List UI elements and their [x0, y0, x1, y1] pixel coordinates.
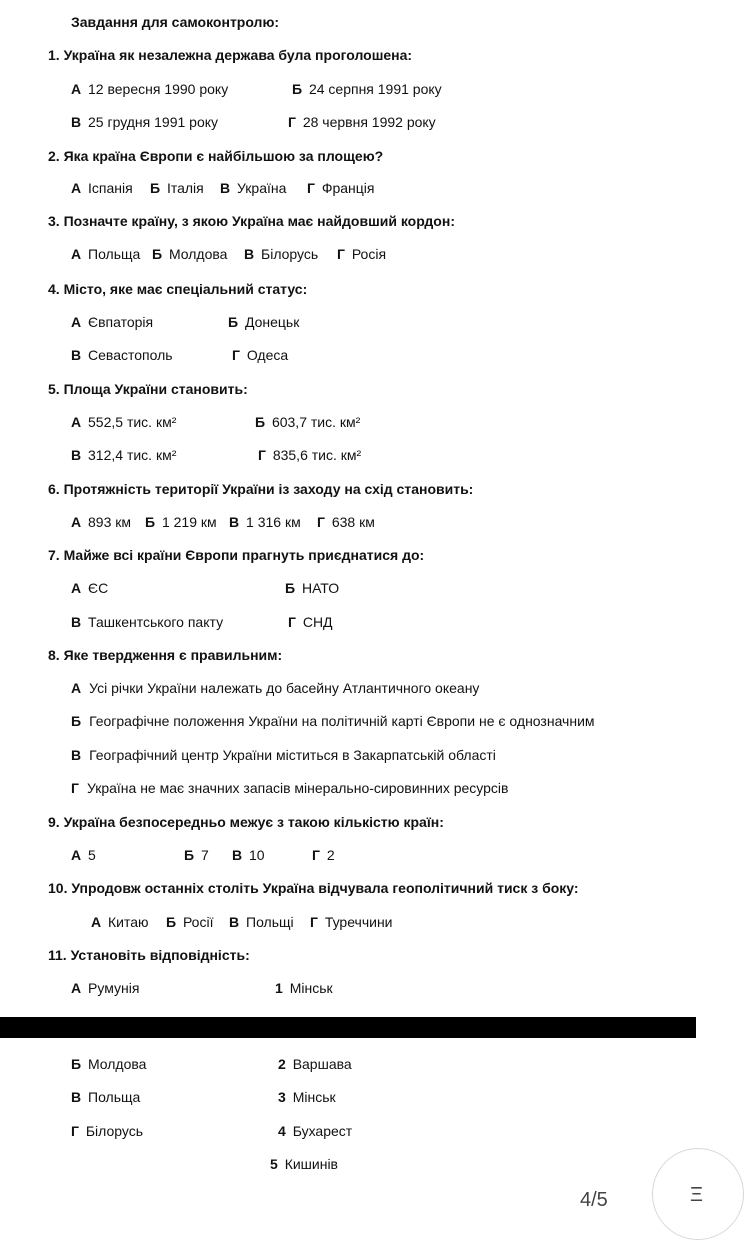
q1-option-b[interactable]: Б 24 серпня 1991 року: [292, 81, 442, 97]
q5-option-b[interactable]: Б 603,7 тис. км²: [255, 414, 361, 430]
q4-option-d[interactable]: Г Одеса: [232, 347, 289, 363]
question-10: 10. Упродовж останніх століть Україна відчувала геополітичний тиск з боку:: [48, 880, 579, 896]
q4-option-b[interactable]: Б Донецьк: [228, 314, 300, 330]
q9-option-c[interactable]: В 10: [232, 847, 265, 863]
q1-option-d[interactable]: Г 28 червня 1992 року: [288, 114, 436, 130]
q9-option-a[interactable]: А 5: [71, 847, 96, 863]
q2-option-d[interactable]: Г Франція: [307, 180, 375, 196]
q11-left-c[interactable]: В Польща: [71, 1089, 141, 1105]
q11-left-a[interactable]: А Румунія: [71, 980, 140, 996]
q8-option-d[interactable]: Г Україна не має значних запасів мінерально-сировинних ресурсів: [71, 780, 509, 796]
q7-option-d[interactable]: Г СНД: [288, 614, 333, 630]
q1-option-a[interactable]: А 12 вересня 1990 року: [71, 81, 229, 97]
q11-right-4[interactable]: 4 Бухарест: [278, 1123, 353, 1139]
q11-left-b[interactable]: Б Молдова: [71, 1056, 147, 1072]
question-3: 3. Позначте країну, з якою Україна має найдовший кордон:: [48, 213, 455, 229]
q6-option-a[interactable]: А 893 км: [71, 514, 132, 530]
q7-option-b[interactable]: Б НАТО: [285, 580, 340, 596]
q11-right-1[interactable]: 1 Мінськ: [275, 980, 333, 996]
q11-right-3[interactable]: 3 Мінськ: [278, 1089, 336, 1105]
q5-option-d[interactable]: Г 835,6 тис. км²: [258, 447, 362, 463]
q7-option-a[interactable]: А ЄС: [71, 580, 109, 596]
q9-option-b[interactable]: Б 7: [184, 847, 209, 863]
q2-option-b[interactable]: Б Італія: [150, 180, 204, 196]
question-1: 1. Україна як незалежна держава була проголошена:: [48, 47, 413, 63]
q10-option-a[interactable]: А Китаю: [91, 914, 149, 930]
q9-option-d[interactable]: Г 2: [312, 847, 335, 863]
question-7: 7. Майже всі країни Європи прагнуть приєднатися до:: [48, 547, 425, 563]
q11-left-d[interactable]: Г Білорусь: [71, 1123, 144, 1139]
q5-option-c[interactable]: В 312,4 тис. км²: [71, 447, 177, 463]
q6-option-d[interactable]: Г 638 км: [317, 514, 375, 530]
question-5: 5. Площа України становить:: [48, 381, 248, 397]
q4-option-a[interactable]: А Євпаторія: [71, 314, 154, 330]
q6-option-b[interactable]: Б 1 219 км: [145, 514, 217, 530]
question-2: 2. Яка країна Європи є найбільшою за площею?: [48, 148, 384, 164]
menu-icon: Ξ: [690, 1184, 703, 1206]
q3-option-c[interactable]: В Білорусь: [244, 246, 319, 262]
q4-option-c[interactable]: В Севастополь: [71, 347, 173, 363]
q5-option-a[interactable]: А 552,5 тис. км²: [71, 414, 177, 430]
q3-option-d[interactable]: Г Росія: [337, 246, 387, 262]
q2-option-a[interactable]: А Іспанія: [71, 180, 133, 196]
q8-option-c[interactable]: В Географічний центр України міститься в Закарпатській області: [71, 747, 496, 763]
q6-option-c[interactable]: В 1 316 км: [229, 514, 301, 530]
question-6: 6. Протяжність території України із заходу на схід становить:: [48, 481, 474, 497]
q8-option-a[interactable]: А Усі річки України належать до басейну Атлантичного океану: [71, 680, 480, 696]
q11-right-2[interactable]: 2 Варшава: [278, 1056, 352, 1072]
page-counter: 4/5: [580, 1189, 608, 1211]
question-9: 9. Україна безпосередньо межує з такою кількістю країн:: [48, 814, 444, 830]
q8-option-b[interactable]: Б Географічне положення України на політичній карті Європи не є однозначним: [71, 713, 595, 729]
q1-option-c[interactable]: В 25 грудня 1991 року: [71, 114, 219, 130]
q10-option-d[interactable]: Г Туреччини: [310, 914, 393, 930]
page-title: Завдання для самоконтролю:: [71, 14, 280, 30]
page-break-band: [0, 1017, 696, 1038]
question-8: 8. Яке твердження є правильним:: [48, 647, 283, 663]
q3-option-b[interactable]: Б Молдова: [152, 246, 228, 262]
q10-option-c[interactable]: В Польщі: [229, 914, 294, 930]
q3-option-a[interactable]: А Польща: [71, 246, 141, 262]
question-4: 4. Місто, яке має спеціальний статус:: [48, 281, 308, 297]
q2-option-c[interactable]: В Україна: [220, 180, 287, 196]
q11-right-5[interactable]: 5 Кишинів: [270, 1156, 338, 1172]
q10-option-b[interactable]: Б Росії: [166, 914, 214, 930]
question-11: 11. Установіть відповідність:: [48, 947, 250, 963]
q7-option-c[interactable]: В Ташкентського пакту: [71, 614, 224, 630]
